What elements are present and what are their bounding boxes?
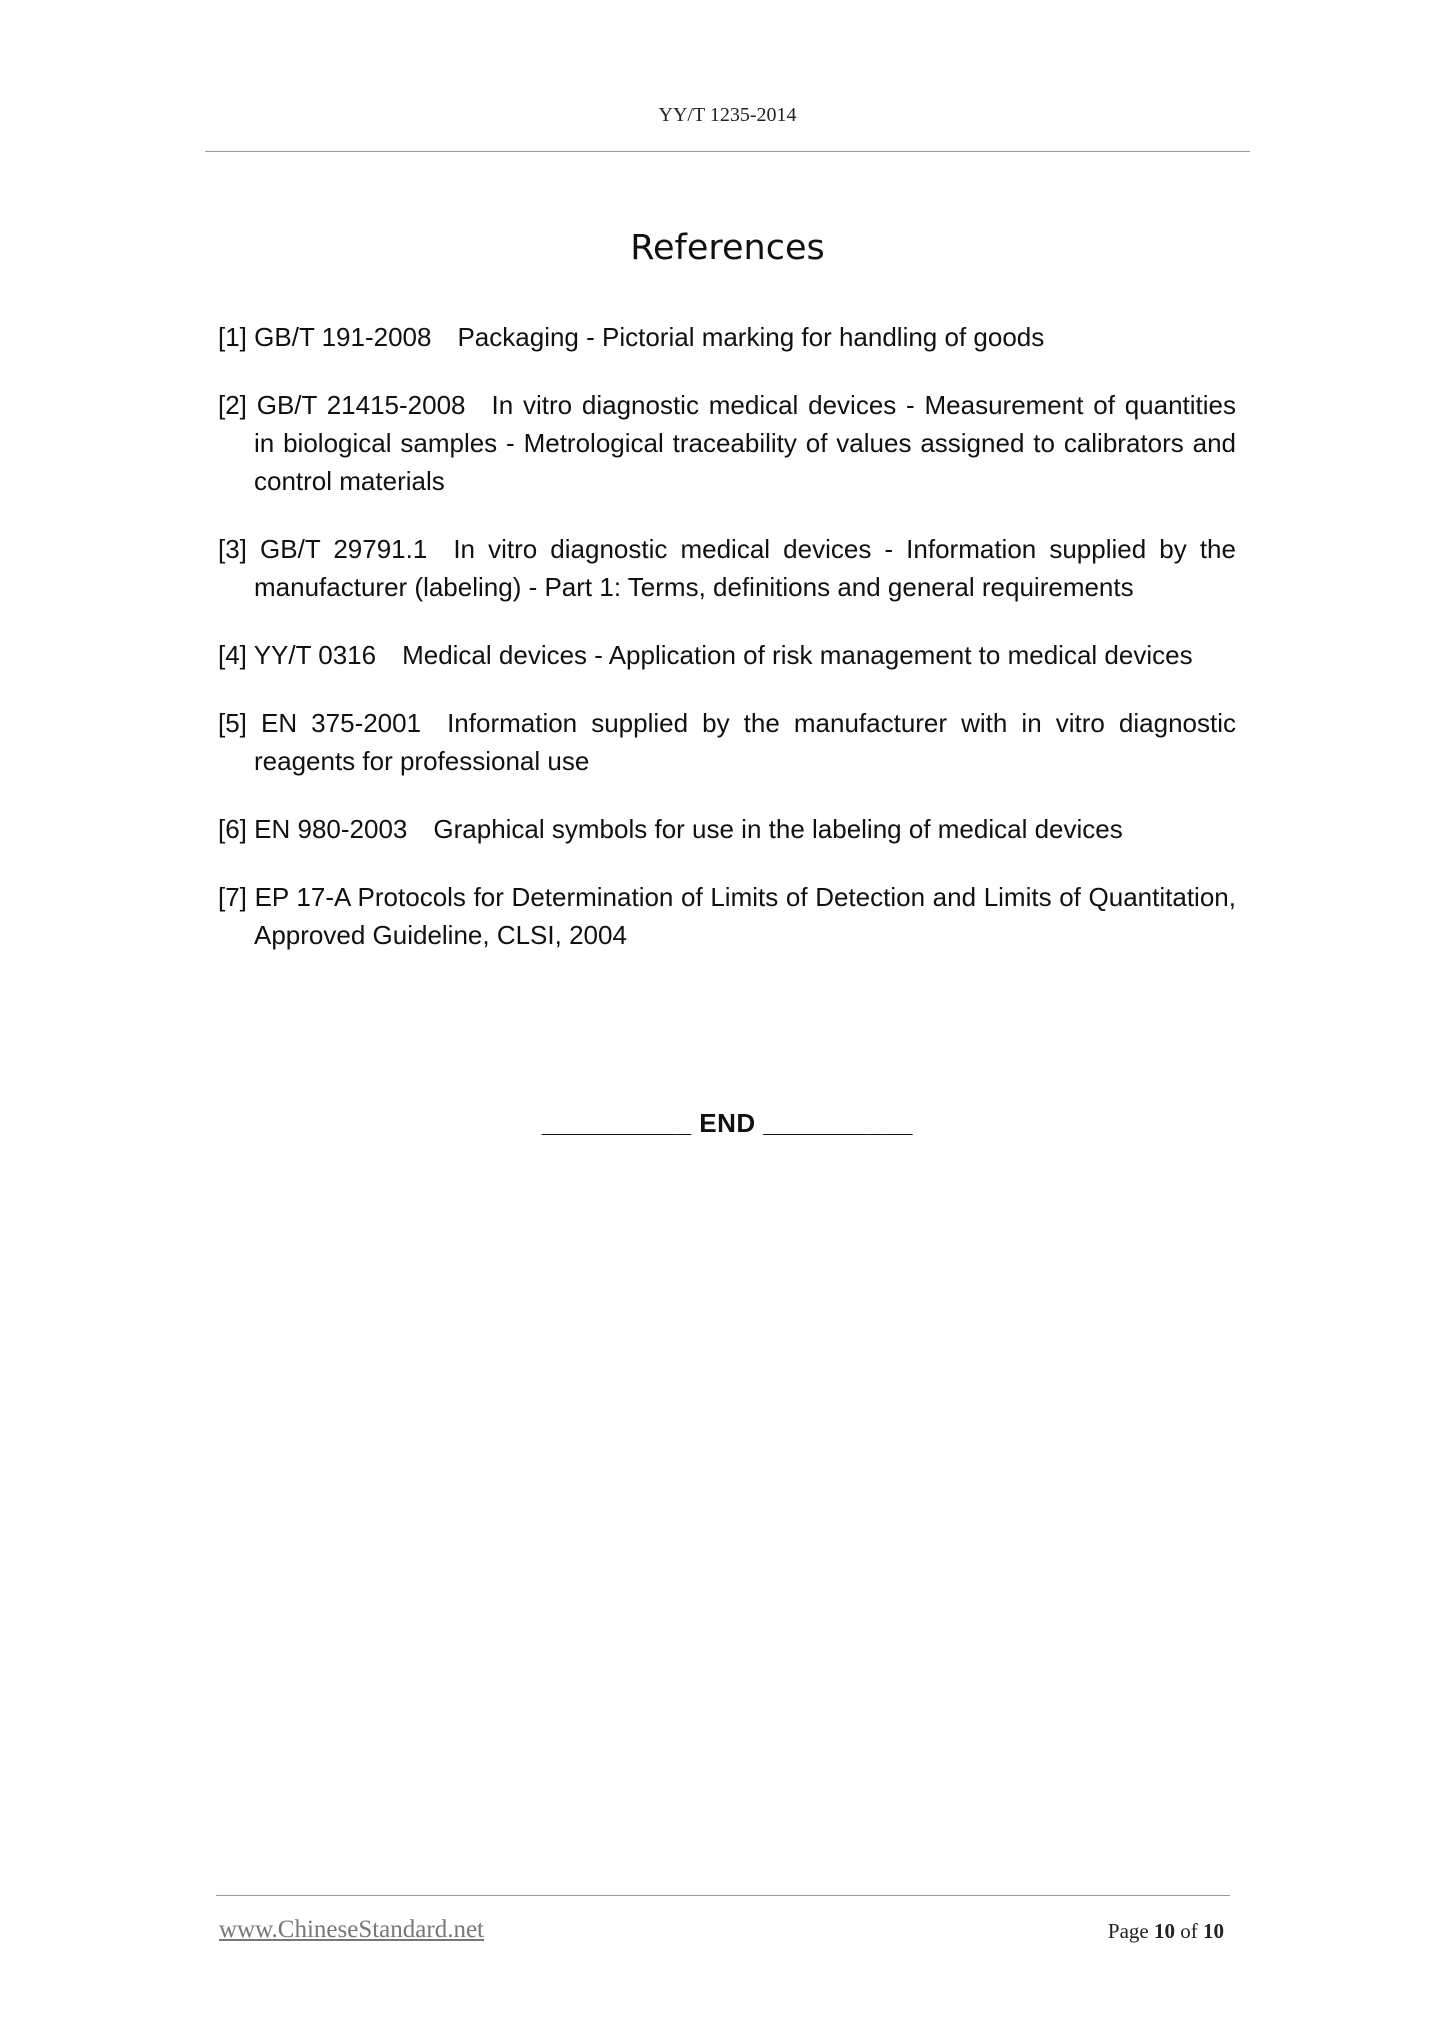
page-word: Page bbox=[1107, 1919, 1149, 1943]
reference-item bbox=[218, 386, 1236, 500]
reference-title: Information supplied by the manufacturer with in vitro diagnostic reagents for professional use bbox=[254, 708, 1236, 776]
reference-code: EN 375-2001 bbox=[261, 708, 422, 738]
end-marker: __________ END __________ bbox=[541, 1108, 914, 1138]
reference-number: [3] bbox=[218, 534, 247, 564]
page-header-doc-code: YY/T 1235-2014 bbox=[658, 104, 797, 126]
reference-item bbox=[218, 878, 1236, 954]
reference-number: [4] bbox=[218, 640, 247, 670]
website-link[interactable]: www.ChineseStandard.net bbox=[219, 1916, 484, 1943]
reference-title: In vitro diagnostic medical devices - Information supplied by the manufacturer (labeling) - Part 1: Terms, definitions and general requirements bbox=[254, 534, 1236, 602]
reference-title: Packaging - Pictorial marking for handling of goods bbox=[457, 322, 1045, 352]
reference-item bbox=[218, 810, 1236, 848]
reference-number: [1] bbox=[218, 322, 247, 352]
reference-code: GB/T 191-2008 bbox=[254, 322, 432, 352]
footer-divider bbox=[216, 1895, 1230, 1896]
references-list bbox=[218, 318, 1236, 984]
reference-code: GB/T 29791.1 bbox=[260, 534, 428, 564]
reference-item bbox=[218, 318, 1236, 356]
reference-code: EP 17-A bbox=[254, 882, 350, 912]
reference-title: Graphical symbols for use in the labeling of medical devices bbox=[433, 814, 1123, 844]
reference-title: In vitro diagnostic medical devices - Measurement of quantities in biological samples - Metrological traceability of values assigned to calibrators and control materials bbox=[254, 390, 1237, 496]
reference-item bbox=[218, 704, 1236, 780]
page-title: References bbox=[630, 228, 825, 268]
page-number bbox=[1108, 1919, 1224, 1944]
reference-number: [6] bbox=[218, 814, 247, 844]
reference-code: GB/T 21415-2008 bbox=[256, 390, 466, 420]
reference-item bbox=[218, 530, 1236, 606]
reference-code: YY/T 0316 bbox=[253, 640, 377, 670]
page-total: 10 bbox=[1203, 1919, 1224, 1943]
reference-title: Medical devices - Application of risk management to medical devices bbox=[402, 640, 1193, 670]
reference-code: EN 980-2003 bbox=[254, 814, 408, 844]
page-current: 10 bbox=[1154, 1919, 1175, 1943]
header-divider bbox=[205, 151, 1250, 152]
reference-title: Protocols for Determination of Limits of Detection and Limits of Quantitation, Approved Guideline, CLSI, 2004 bbox=[254, 882, 1236, 950]
page-of-word: of bbox=[1180, 1919, 1198, 1943]
reference-number: [7] bbox=[218, 882, 247, 912]
reference-number: [5] bbox=[218, 708, 247, 738]
reference-item bbox=[218, 636, 1236, 674]
reference-number: [2] bbox=[218, 390, 247, 420]
